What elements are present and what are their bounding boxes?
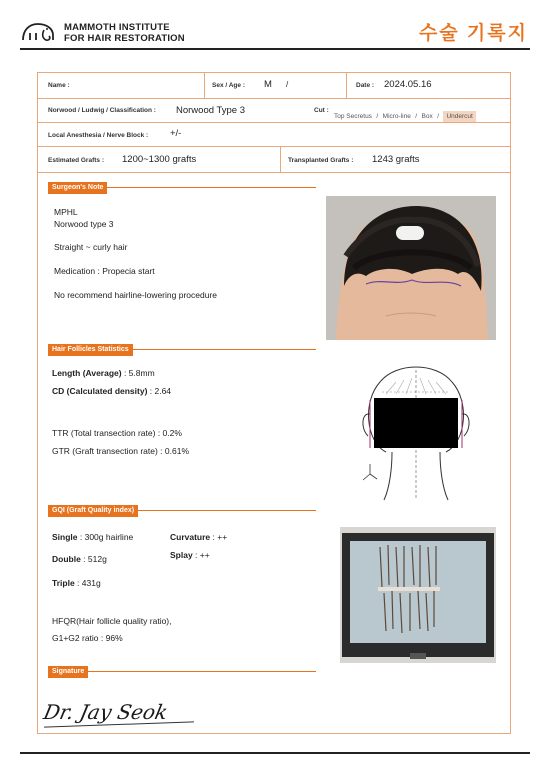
anesthesia-label: Local Anesthesia / Nerve Block :: [48, 132, 149, 139]
double-label: Double: [52, 554, 81, 564]
cut-option-box[interactable]: Box: [421, 113, 433, 120]
splay-row: [170, 550, 210, 560]
cut-option-undercut-selected[interactable]: Undercut: [443, 111, 475, 122]
ttr-label: TTR (Total transection rate): [52, 428, 156, 438]
cut-options: [334, 105, 476, 123]
anesthesia-field[interactable]: +/-: [170, 128, 182, 139]
doctor-signature: Dr. Jay Seok: [41, 700, 170, 724]
mammoth-logo-icon: [20, 20, 58, 44]
classification-label: Norwood / Ludwig / Classification :: [48, 107, 156, 114]
length-row: [52, 368, 155, 378]
length-label: Length (Average): [52, 368, 122, 378]
note-line-4: Medication : Propecia start: [54, 266, 155, 276]
density-value: : 2.64: [147, 386, 172, 396]
ttr-value: : 0.2%: [155, 428, 182, 438]
sex-age-label: Sex / Age :: [212, 82, 245, 89]
date-label: Date :: [356, 82, 375, 89]
gtr-row: [52, 446, 189, 456]
density-label: CD (Calculated density): [52, 386, 148, 396]
classification-field[interactable]: Norwood Type 3: [176, 105, 246, 116]
header-divider: [20, 48, 530, 50]
splay-value: : ++: [192, 550, 210, 560]
double-value: : 512g: [80, 554, 107, 564]
note-line-2: Norwood type 3: [54, 219, 114, 229]
footer-divider: [20, 752, 530, 754]
brand-line-1: MAMMOTH INSTITUTE: [64, 22, 170, 33]
graft-monitor-photo: [340, 527, 496, 663]
statistics-heading: Hair Follicles Statistics: [48, 344, 133, 356]
column-divider: [204, 72, 205, 98]
gqi-heading: GQI (Graft Quality index): [48, 505, 138, 517]
ttr-row: [52, 428, 182, 438]
gtr-label: GTR (Graft transection rate): [52, 446, 158, 456]
signature-heading: Signature: [48, 666, 88, 678]
note-line-1: MPHL: [54, 207, 78, 217]
sex-age-separator: /: [286, 80, 289, 89]
triple-row: [52, 578, 101, 588]
note-line-5: No recommend hairline-lowering procedure: [54, 290, 217, 300]
double-row: [52, 554, 107, 564]
brand-line-2: FOR HAIR RESTORATION: [64, 33, 185, 44]
triple-value: : 431g: [74, 578, 101, 588]
length-value: : 5.8mm: [121, 368, 155, 378]
cut-option-separator: /: [376, 113, 379, 120]
ratio-row: [52, 633, 123, 643]
triple-label: Triple: [52, 578, 75, 588]
row-divider: [37, 172, 511, 173]
curvature-value: : ++: [210, 532, 228, 542]
sex-field[interactable]: M: [264, 79, 272, 90]
single-value: : 300g hairline: [77, 532, 134, 542]
curvature-row: [170, 532, 227, 542]
donor-area-head-diagram: [356, 352, 476, 502]
estimated-grafts-field[interactable]: 1200~1300 grafts: [122, 154, 197, 165]
splay-label: Splay: [170, 550, 193, 560]
estimated-grafts-label: Estimated Grafts :: [48, 157, 104, 164]
ratio-label: G1+G2 ratio: [52, 633, 99, 643]
column-divider: [346, 72, 347, 98]
curvature-label: Curvature: [170, 532, 211, 542]
brand-name: [64, 22, 185, 44]
axis-indicator-icon: [363, 464, 377, 480]
cut-option-micro-line[interactable]: Micro-line: [382, 113, 411, 120]
single-label: Single: [52, 532, 78, 542]
name-label: Name :: [48, 82, 70, 89]
single-row: [52, 532, 133, 542]
cut-option-separator: /: [437, 113, 440, 120]
cut-option-separator: /: [415, 113, 418, 120]
transplanted-grafts-label: Transplanted Grafts :: [288, 157, 354, 164]
date-field[interactable]: 2024.05.16: [384, 79, 432, 90]
cut-label: Cut :: [314, 107, 329, 114]
hfqr-line: HFQR(Hair follicle quality ratio),: [52, 616, 172, 626]
density-row: [52, 386, 171, 396]
surgeon-note-heading: Surgeon's Note: [48, 182, 107, 194]
document-title: 수술 기록지: [418, 23, 528, 44]
ratio-value: : 96%: [98, 633, 123, 643]
note-line-3: Straight ~ curly hair: [54, 242, 128, 252]
column-divider: [280, 146, 281, 172]
row-divider: [37, 146, 511, 147]
cut-option-top-secretus[interactable]: Top Secretus: [334, 113, 372, 120]
transplanted-grafts-field[interactable]: 1243 grafts: [372, 154, 420, 165]
row-divider: [37, 98, 511, 99]
hairline-photo: [326, 196, 496, 340]
gtr-value: : 0.61%: [157, 446, 189, 456]
